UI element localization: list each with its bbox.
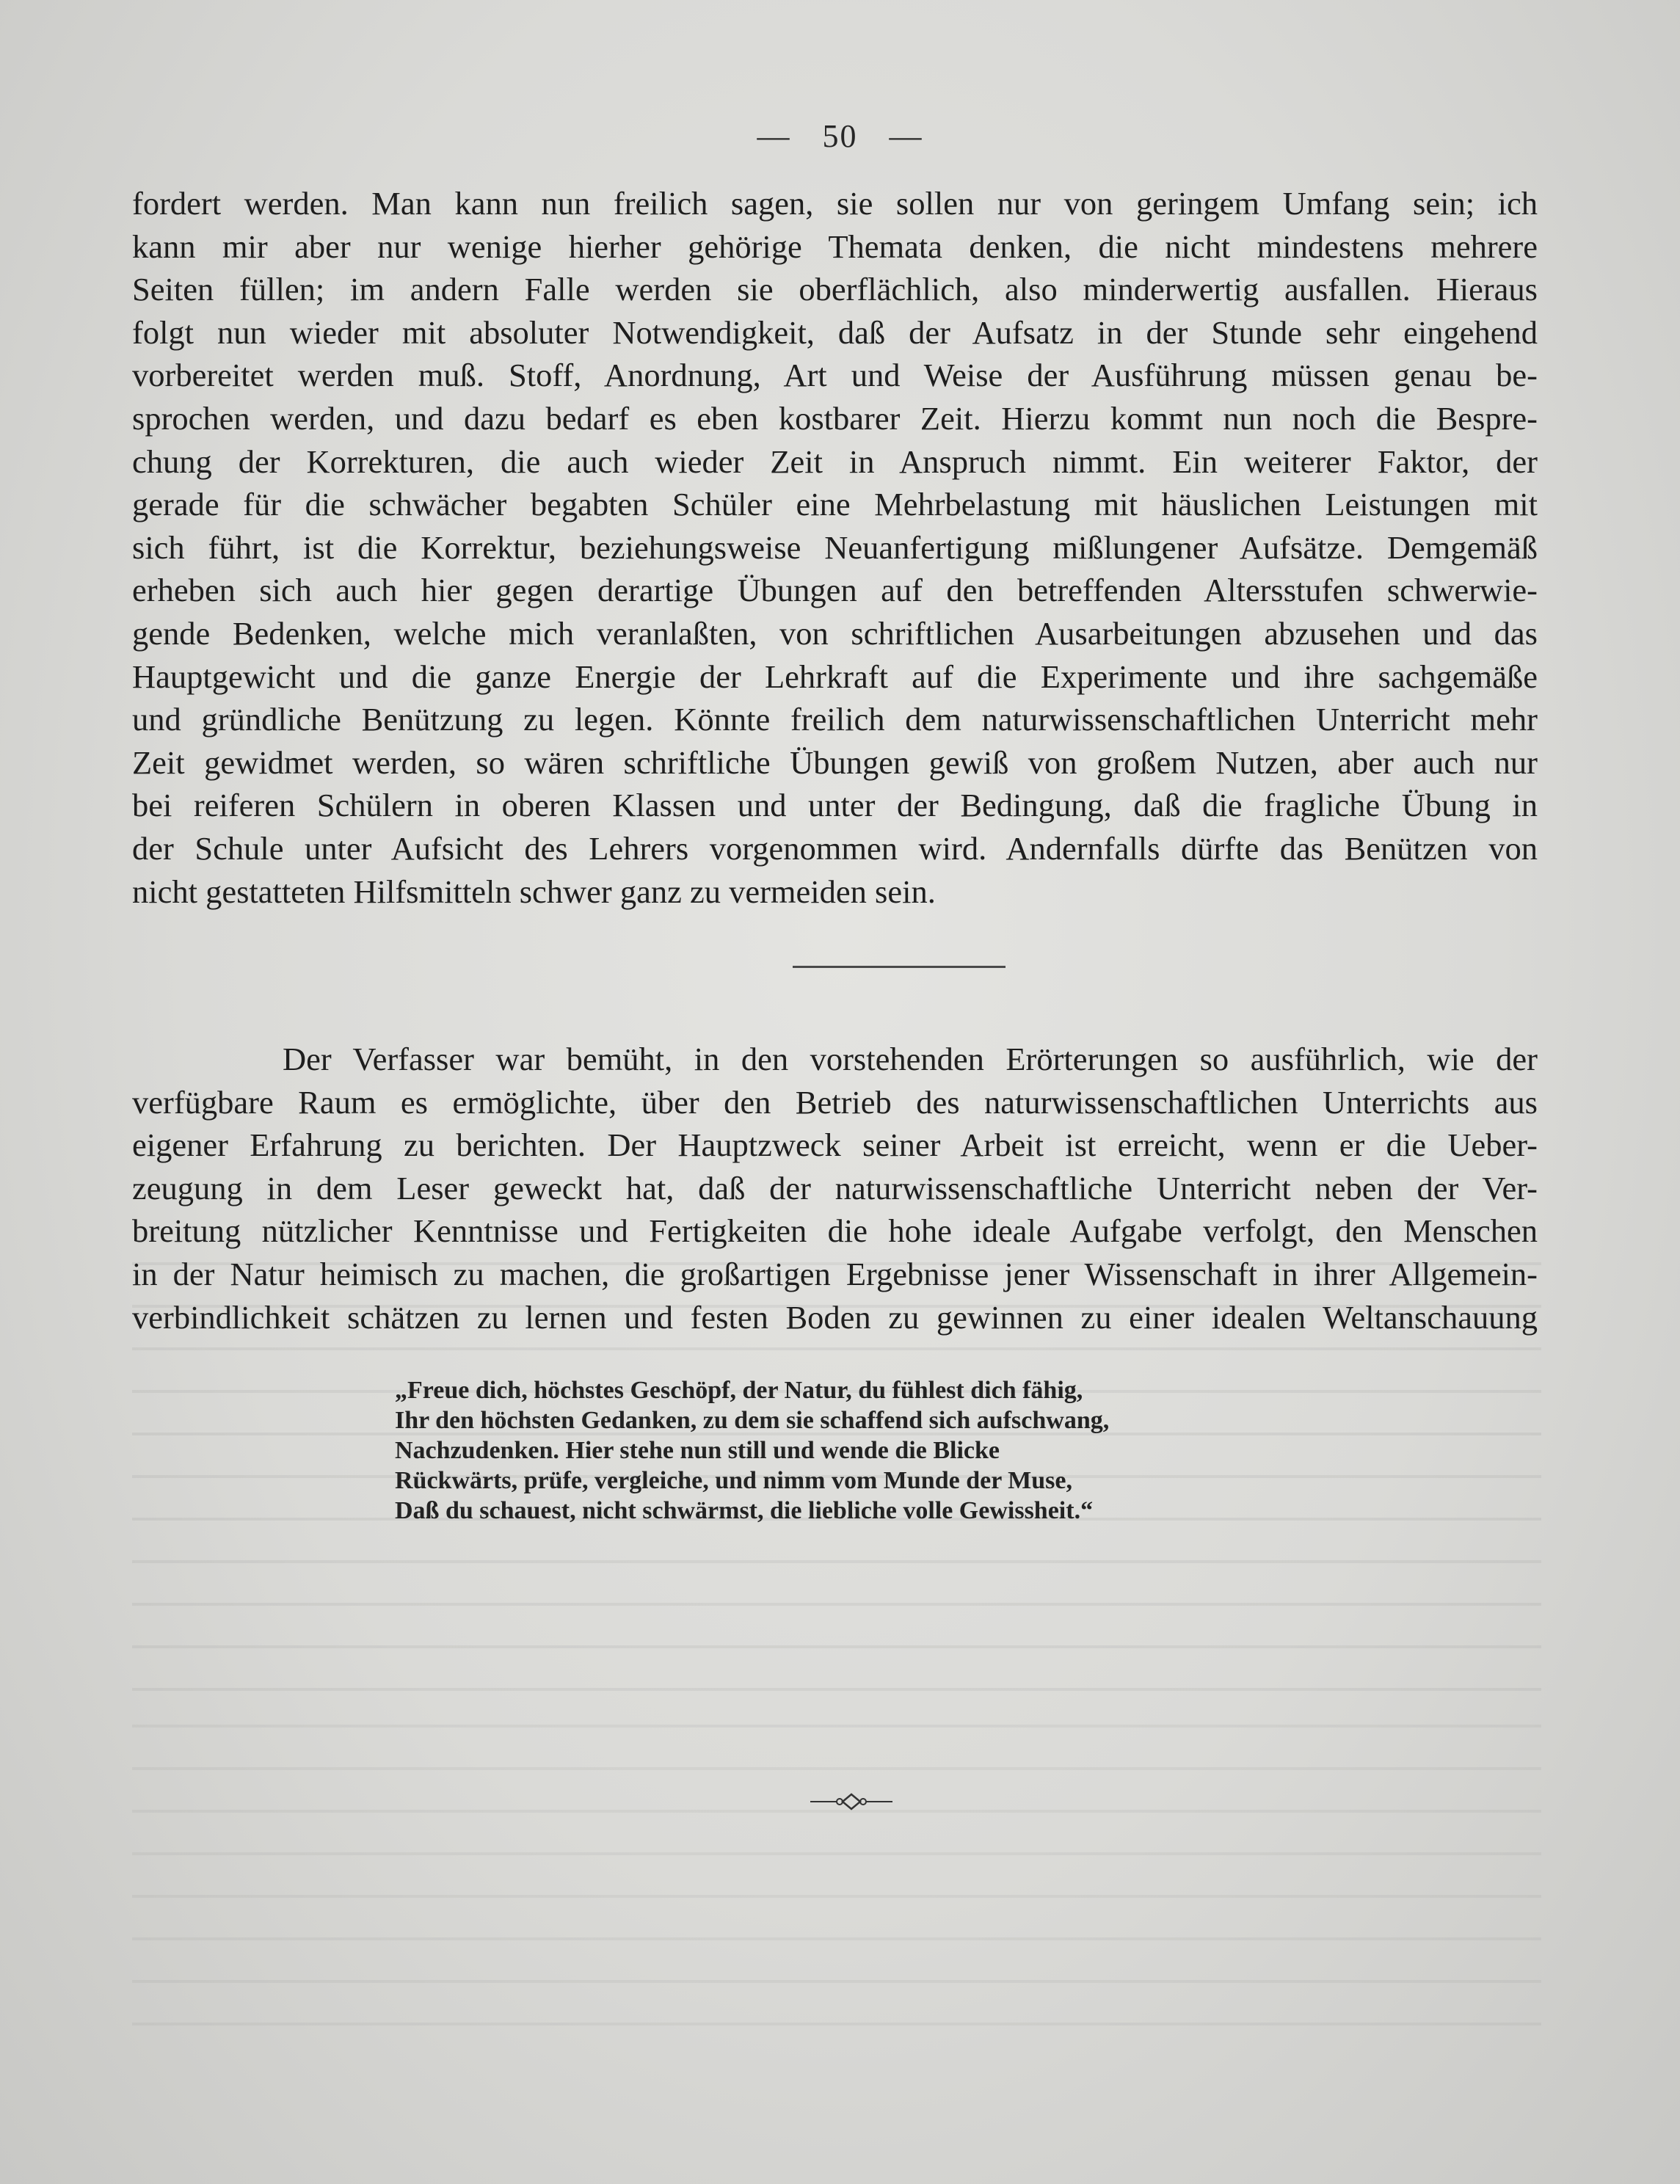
paragraph-1-line: gerade für die schwächer begabten Schüler eine Mehrbelastung mit häuslichen Leistungen mit (132, 486, 1538, 523)
paragraph-2-line: zeugung in dem Leser geweckt hat, daß der naturwissenschaftliche Unterricht neben der Ver- (132, 1169, 1538, 1206)
closing-poem-quote (395, 1375, 1276, 1526)
paragraph-2-line: eigener Erfahrung zu berichten. Der Hauptzweck seiner Arbeit ist erreicht, wenn er die Ueber- (132, 1126, 1538, 1164)
section-divider-rule (793, 966, 1006, 968)
bleed-through-texture-lower (132, 1725, 1541, 2062)
paragraph-1-line: der Schule unter Aufsicht des Lehrers vorgenommen wird. Andernfalls dürfte das Benützen von (132, 829, 1538, 867)
paragraph-2-conclusion (132, 1038, 1538, 1339)
paragraph-2-line: verfügbare Raum es ermöglichte, über den Betrieb des naturwissenschaftlichen Unterrichts aus (132, 1083, 1538, 1121)
paragraph-1-line: sprochen werden, und dazu bedarf es eben kostbarer Zeit. Hierzu kommt nun noch die Bespre- (132, 399, 1538, 437)
paragraph-1-line: gende Bedenken, welche mich veranlaßten, von schriftlichen Ausarbeitungen abzusehen und das (132, 614, 1538, 652)
page-number: 50 (822, 118, 858, 154)
paragraph-1-line: Seiten füllen; im andern Falle werden sie oberflächlich, also minderwertig ausfallen. Hieraus (132, 271, 1538, 308)
paragraph-1-last-line: nicht gestatteten Hilfsmitteln schwer ganz zu vermeiden sein. (132, 873, 936, 910)
paragraph-1-line: chung der Korrekturen, die auch wieder Zeit in Anspruch nimmt. Ein weiterer Faktor, der (132, 443, 1538, 480)
page-number-dash-right: — (889, 118, 923, 154)
paragraph-2-line: verbindlichkeit schätzen zu lernen und festen Boden zu gewinnen zu einer idealen Weltanschauung (132, 1298, 1538, 1336)
page-number-header (0, 117, 1680, 155)
paragraph-2-line: in der Natur heimisch zu machen, die großartigen Ergebnisse jener Wissenschaft in ihrer Allgemein- (132, 1255, 1538, 1292)
paragraph-1-line: erheben sich auch hier gegen derartige Übungen auf den betreffenden Altersstufen schwerwie- (132, 572, 1538, 609)
end-ornament-icon (807, 1791, 895, 1813)
paragraph-1-line: kann mir aber nur wenige hierher gehörige Themata denken, die nicht mindestens mehrere (132, 228, 1538, 265)
paragraph-1-line: Zeit gewidmet werden, so wären schriftliche Übungen gewiß von großem Nutzen, aber auch nur (132, 743, 1538, 781)
poem-line: „Freue dich, höchstes Geschöpf, der Natur, du fühlest dich fähig, (395, 1377, 1083, 1404)
paragraph-1-line: folgt nun wieder mit absoluter Notwendigkeit, daß der Aufsatz in der Stunde sehr eingehend (132, 313, 1538, 351)
poem-line: Ihr den höchsten Gedanken, zu dem sie schaffend sich aufschwang, (395, 1407, 1110, 1434)
paragraph-1-line: und gründliche Benützung zu legen. Könnte freilich dem naturwissenschaftlichen Unterricht mehr (132, 701, 1538, 738)
paragraph-1-line: bei reiferen Schülern in oberen Klassen und unter der Bedingung, daß die fragliche Übung in (132, 787, 1538, 824)
paragraph-1-line: vorbereitet werden muß. Stoff, Anordnung, Art und Weise der Ausführung müssen genau be- (132, 357, 1538, 394)
page-number-dash-left: — (757, 118, 791, 154)
poem-line: Rückwärts, prüfe, vergleiche, und nimm vom Munde der Muse, (395, 1467, 1072, 1494)
paragraph-1-line: fordert werden. Man kann nun freilich sagen, sie sollen nur von geringem Umfang sein; ich (132, 185, 1538, 222)
paragraph-1-line: Hauptgewicht und die ganze Energie der Lehrkraft auf die Experimente und ihre sachgemäße (132, 658, 1538, 695)
paragraph-2-line: breitung nützlicher Kenntnisse und Fertigkeiten die hohe ideale Aufgabe verfolgt, den Menschen (132, 1212, 1538, 1250)
paragraph-1 (132, 182, 1538, 913)
poem-line: Daß du schauest, nicht schwärmst, die liebliche volle Gewissheit.“ (395, 1497, 1094, 1524)
paragraph-2-first-line: Der Verfasser war bemüht, in den vorstehenden Erörterungen so ausführlich, wie der (283, 1041, 1538, 1077)
paragraph-1-line: sich führt, ist die Korrektur, beziehungsweise Neuanfertigung mißlungener Aufsätze. Demgemäß (132, 528, 1538, 566)
poem-line: Nachzudenken. Hier stehe nun still und wende die Blicke (395, 1437, 1000, 1464)
